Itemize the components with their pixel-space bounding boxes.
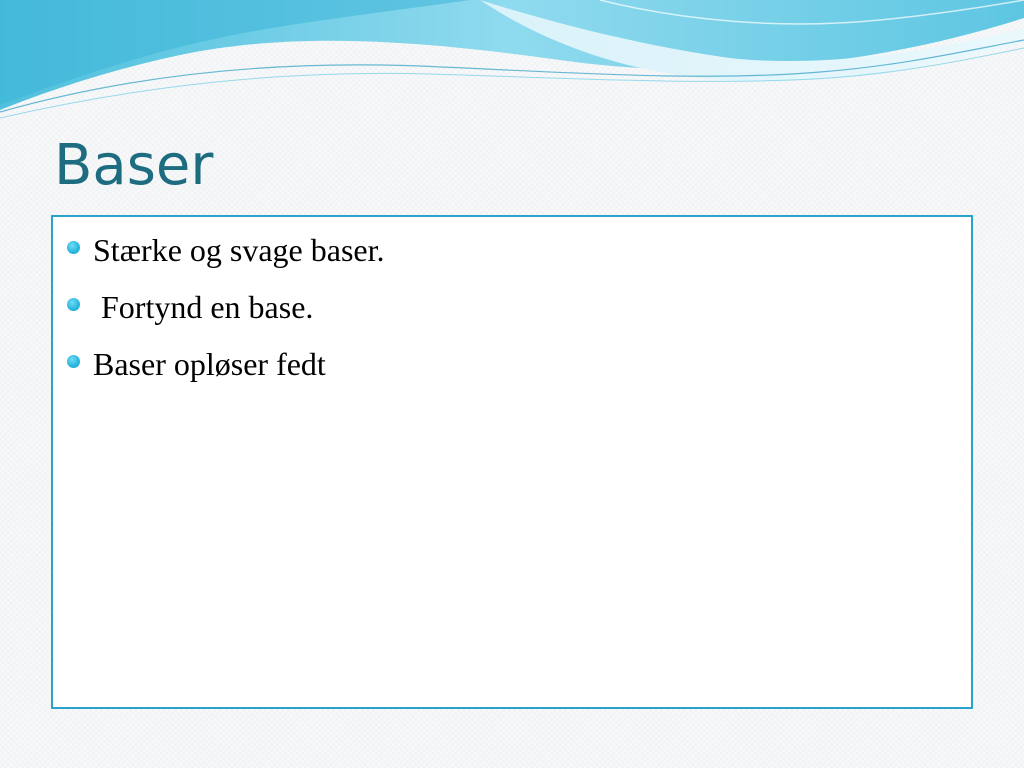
slide-title: Baser <box>54 133 214 198</box>
content-box <box>51 215 973 709</box>
bullet-text: Stærke og svage baser. <box>93 232 385 268</box>
bullet-text: Fortynd en base. <box>93 289 314 325</box>
list-item <box>53 288 971 345</box>
list-item <box>53 345 971 402</box>
bullet-list <box>53 217 971 402</box>
bullet-icon <box>67 241 80 254</box>
bullet-text: Baser opløser fedt <box>93 346 326 382</box>
header-wave-decoration <box>0 0 1024 130</box>
bullet-icon <box>67 355 80 368</box>
list-item <box>53 231 971 288</box>
bullet-icon <box>67 298 80 311</box>
